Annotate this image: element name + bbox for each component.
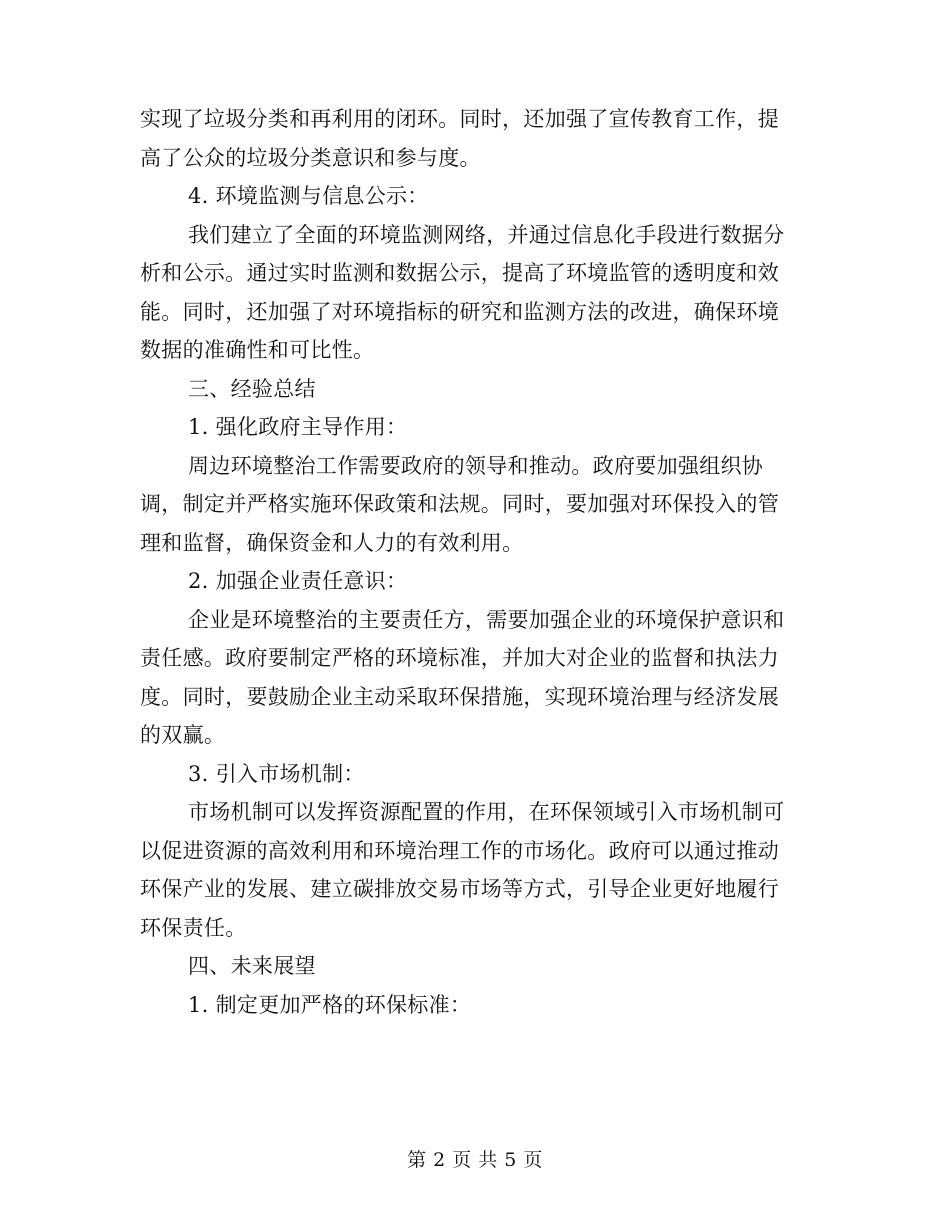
text-line: 析和公示。通过实时监测和数据公示，提高了环境监管的透明度和效: [140, 261, 779, 285]
document-body: [140, 100, 800, 1024]
subheading-enterprise: 2. 加强企业责任意识：: [188, 569, 408, 593]
text-line: 理和监督，确保资金和人力的有效利用。: [140, 530, 524, 555]
text-line: 调，制定并严格实施环保政策和法规。同时，要加强对环保投入的管: [140, 492, 779, 516]
subheading-monitoring: 4. 环境监测与信息公示：: [188, 184, 429, 208]
text-line: 环保产业的发展、建立碳排放交易市场等方式，引导企业更好地履行: [140, 877, 779, 901]
text-line: 度。同时，要鼓励企业主动采取环保措施，实现环境治理与经济发展: [140, 684, 779, 709]
text-line: 周边环境整治工作需要政府的领导和推动。政府要加强组织协: [188, 453, 764, 478]
subheading-market: 3. 引入市场机制：: [188, 761, 365, 786]
text-line: 能。同时，还加强了对环境指标的研究和监测方法的改进，确保环境: [140, 299, 779, 324]
subheading-government: 1. 强化政府主导作用：: [188, 415, 408, 439]
section-heading-outlook: 四、未来展望: [188, 954, 316, 978]
text-line: 企业是环境整治的主要责任方，需要加强企业的环境保护意识和: [188, 607, 785, 632]
text-line: 的双赢。: [140, 723, 226, 747]
text-line: 环保责任。: [140, 915, 247, 940]
subheading-standards: 1. 制定更加严格的环保标准：: [188, 992, 472, 1017]
text-line: 高了公众的垃圾分类意识和参与度。: [140, 145, 481, 170]
text-line: 实现了垃圾分类和再利用的闭环。同时，还加强了宣传教育工作，提: [140, 107, 779, 131]
text-line: 市场机制可以发挥资源配置的作用，在环保领域引入市场机制可: [188, 800, 785, 824]
section-heading-experience: 三、经验总结: [188, 376, 316, 401]
text-line: 责任感。政府要制定严格的环境标准，并加大对企业的监督和执法力: [140, 646, 779, 670]
page-footer: 第 2 页 共 5 页: [407, 1149, 543, 1171]
text-line: 以促进资源的高效利用和环境治理工作的市场化。政府可以通过推动: [140, 838, 779, 863]
text-line: 数据的准确性和可比性。: [140, 338, 375, 362]
text-line: 我们建立了全面的环境监测网络，并通过信息化手段进行数据分: [188, 222, 785, 247]
